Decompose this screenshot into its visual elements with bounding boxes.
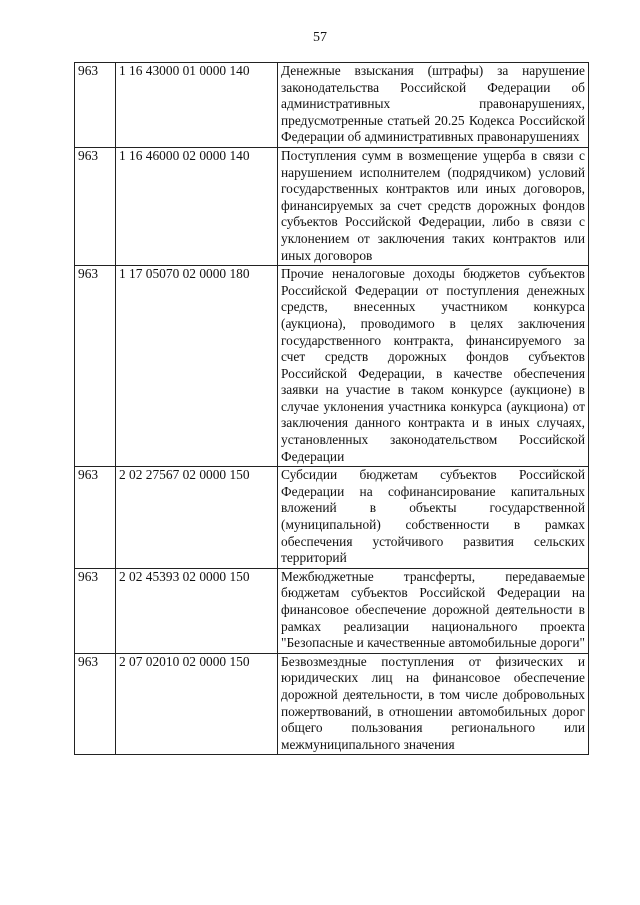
table-row [75, 63, 589, 148]
admin-code-cell: 963 [75, 147, 116, 265]
table-row [75, 467, 589, 569]
budget-code-cell: 1 17 05070 02 0000 180 [116, 266, 278, 467]
description-cell: Межбюджетные трансферты, передаваемые бюджетам субъектов Российской Федерации на финансовое обеспечение дорожной деятельности в рамках реализации национального проекта "Безопасные и качественные автомобильные дороги" [278, 568, 589, 653]
description-cell: Денежные взыскания (штрафы) за нарушение законодательства Российской Федерации об административных правонарушениях, предусмотренные статьей 20.25 Кодекса Российской Федерации об административных правонарушениях [278, 63, 589, 148]
description-cell: Поступления сумм в возмещение ущерба в связи с нарушением исполнителем (подрядчиком) условий государственных контрактов или иных договоров, финансируемых за счет средств дорожных фондов субъектов Российской Федерации, либо в связи с уклонением от заключения таких контрактов или иных договоров [278, 147, 589, 265]
admin-code-cell: 963 [75, 653, 116, 755]
table-row [75, 653, 589, 755]
budget-code-cell: 1 16 43000 01 0000 140 [116, 63, 278, 148]
budget-revenue-table [74, 62, 589, 755]
admin-code-cell: 963 [75, 467, 116, 569]
page-number: 57 [313, 30, 327, 45]
admin-code-cell: 963 [75, 568, 116, 653]
table-row [75, 568, 589, 653]
budget-code-cell: 1 16 46000 02 0000 140 [116, 147, 278, 265]
description-cell: Безвозмездные поступления от физических и юридических лиц на финансовое обеспечение дорожной деятельности, в том числе добровольных пожертвований, в отношении автомобильных дорог общего пользования регионального или межмуниципального значения [278, 653, 589, 755]
admin-code-cell: 963 [75, 266, 116, 467]
admin-code-cell: 963 [75, 63, 116, 148]
budget-code-cell: 2 07 02010 02 0000 150 [116, 653, 278, 755]
budget-code-cell: 2 02 27567 02 0000 150 [116, 467, 278, 569]
description-cell: Субсидии бюджетам субъектов Российской Федерации на софинансирование капитальных вложений в объекты государственной (муниципальной) собственности в рамках обеспечения устойчивого развития сельских территорий [278, 467, 589, 569]
description-cell: Прочие неналоговые доходы бюджетов субъектов Российской Федерации от поступления денежных средств, внесенных участником конкурса (аукциона), проводимого в целях заключения государственного контракта, финансируемого за счет средств дорожных фондов субъектов Российской Федерации, в качестве обеспечения заявки на участие в таком конкурсе (аукционе) в случае уклонения участника конкурса (аукциона) от заключения данного контракта и в иных случаях, установленных законодательством Российской Федерации [278, 266, 589, 467]
table-row [75, 266, 589, 467]
table-row [75, 147, 589, 265]
budget-code-cell: 2 02 45393 02 0000 150 [116, 568, 278, 653]
